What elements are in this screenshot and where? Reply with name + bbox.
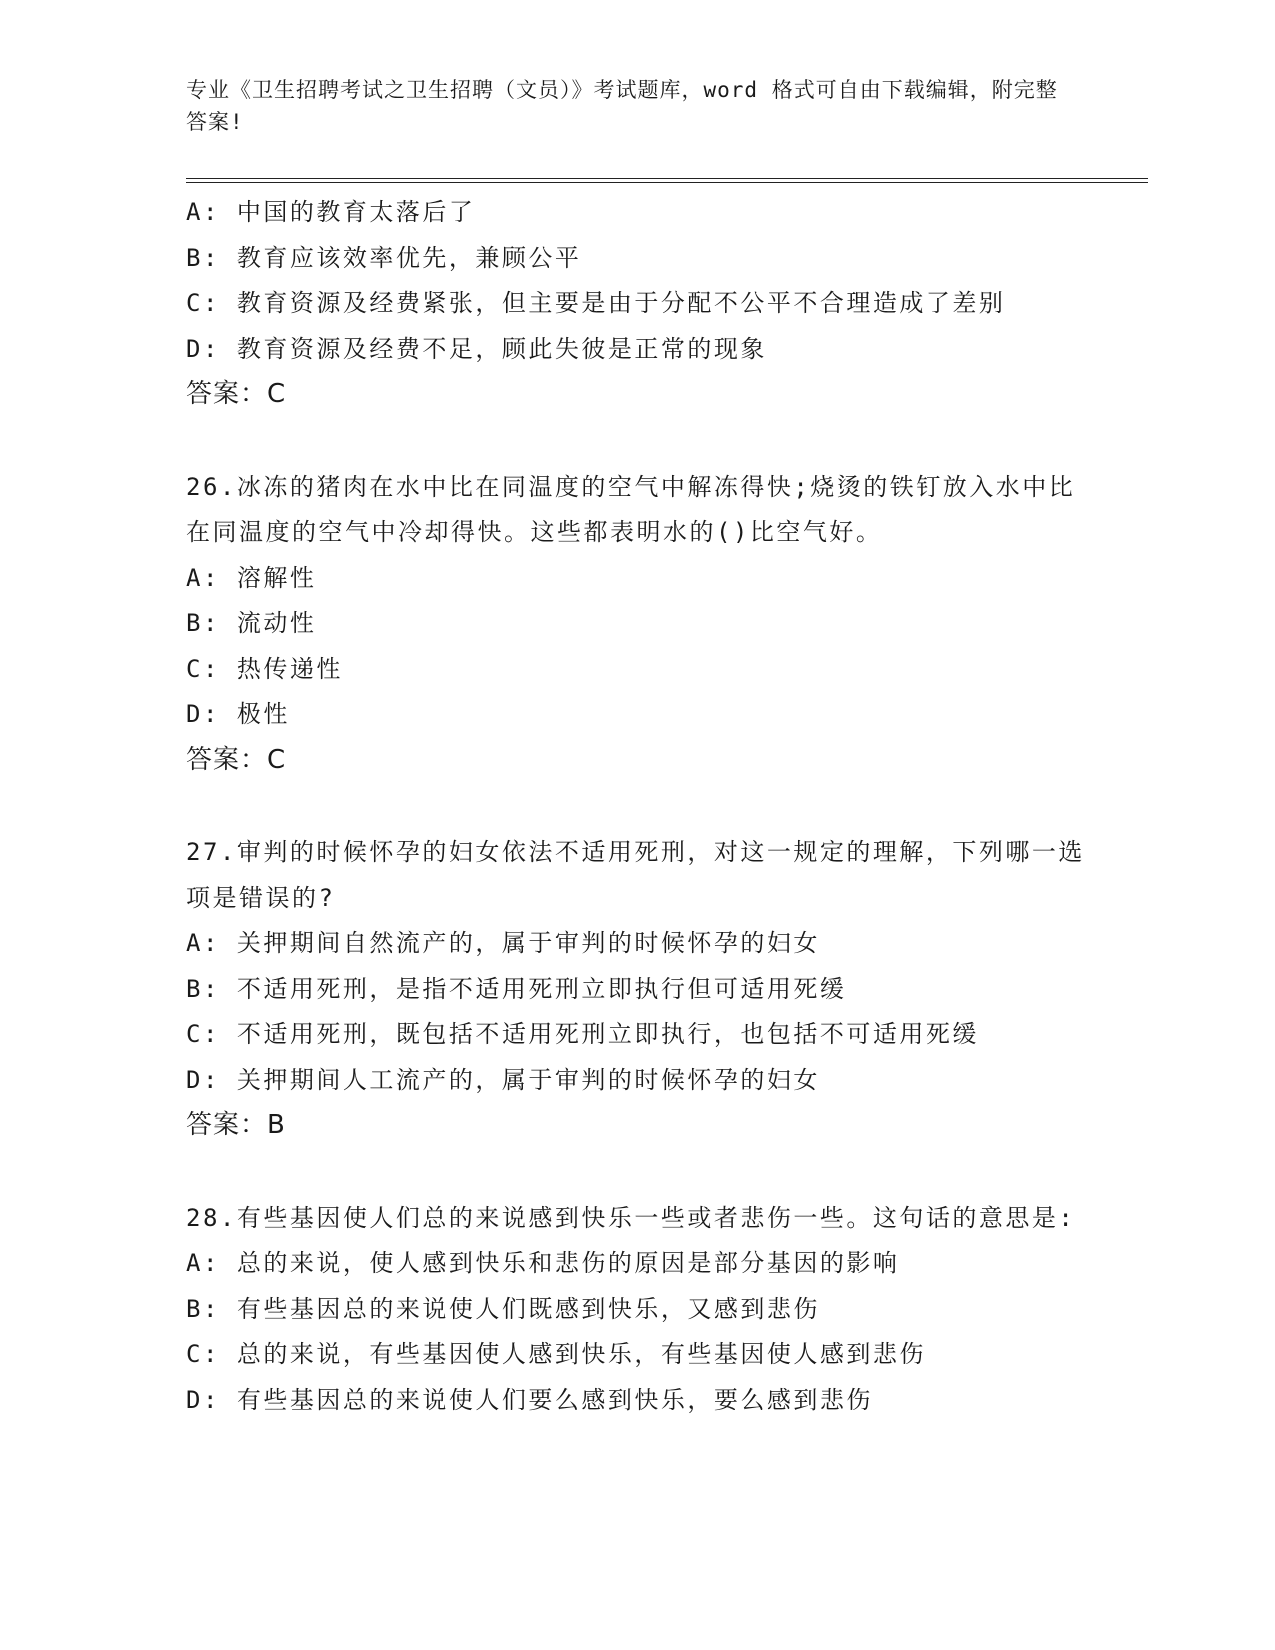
question-stem: 26.冰冻的猪肉在水中比在同温度的空气中解冻得快;烧烫的铁钉放入水中比在同温度的空气中冷却得快。这些都表明水的()比空气好。 (186, 472, 1076, 546)
option-a: A: 总的来说，使人感到快乐和悲伤的原因是部分基因的影响 (186, 1249, 900, 1277)
option-d: D: 教育资源及经费不足，顾此失彼是正常的现象 (186, 334, 767, 363)
option-d: D: 极性 (186, 700, 290, 728)
option-b: B: 有些基因总的来说使人们既感到快乐，又感到悲伤 (186, 1294, 820, 1323)
answer-line: 答案：C (186, 379, 287, 409)
answer-line: 答案：B (186, 1110, 286, 1140)
option-a: A: 关押期间自然流产的，属于审判的时候怀孕的妇女 (186, 929, 820, 957)
option-c: C: 总的来说，有些基因使人感到快乐，有些基因使人感到悲伤 (186, 1340, 926, 1368)
question-stem: 27.审判的时候怀孕的妇女依法不适用死刑，对这一规定的理解，下列哪一选项是错误的? (186, 838, 1085, 912)
question-list (186, 190, 1086, 1423)
option-c: C: 教育资源及经费紧张，但主要是由于分配不公平不合理造成了差别 (186, 289, 1006, 317)
option-b: B: 流动性 (186, 609, 317, 637)
question-28 (186, 1196, 1086, 1424)
option-b: B: 不适用死刑，是指不适用死刑立即执行但可适用死缓 (186, 974, 847, 1003)
option-c: C: 热传递性 (186, 654, 343, 683)
question-25-fragment (186, 190, 1086, 418)
answer-line: 答案：C (186, 744, 287, 775)
option-a: A: 中国的教育太落后了 (186, 198, 476, 226)
question-27 (186, 830, 1086, 1149)
document-header: 专业《卫生招聘考试之卫生招聘（文员）》考试题库，word 格式可自由下载编辑，附完整答案! (186, 78, 1058, 134)
question-26 (186, 465, 1086, 784)
option-d: D: 关押期间人工流产的，属于审判的时候怀孕的妇女 (186, 1065, 820, 1094)
option-c: C: 不适用死刑，既包括不适用死刑立即执行，也包括不可适用死缓 (186, 1020, 979, 1048)
option-b: B: 教育应该效率优先，兼顾公平 (186, 243, 582, 272)
option-d: D: 有些基因总的来说使人们要么感到快乐，要么感到悲伤 (186, 1385, 873, 1414)
option-a: A: 溶解性 (186, 563, 317, 592)
header-divider (186, 178, 1148, 183)
question-stem: 28.有些基因使人们总的来说感到快乐一些或者悲伤一些。这句话的意思是: (186, 1203, 1076, 1232)
